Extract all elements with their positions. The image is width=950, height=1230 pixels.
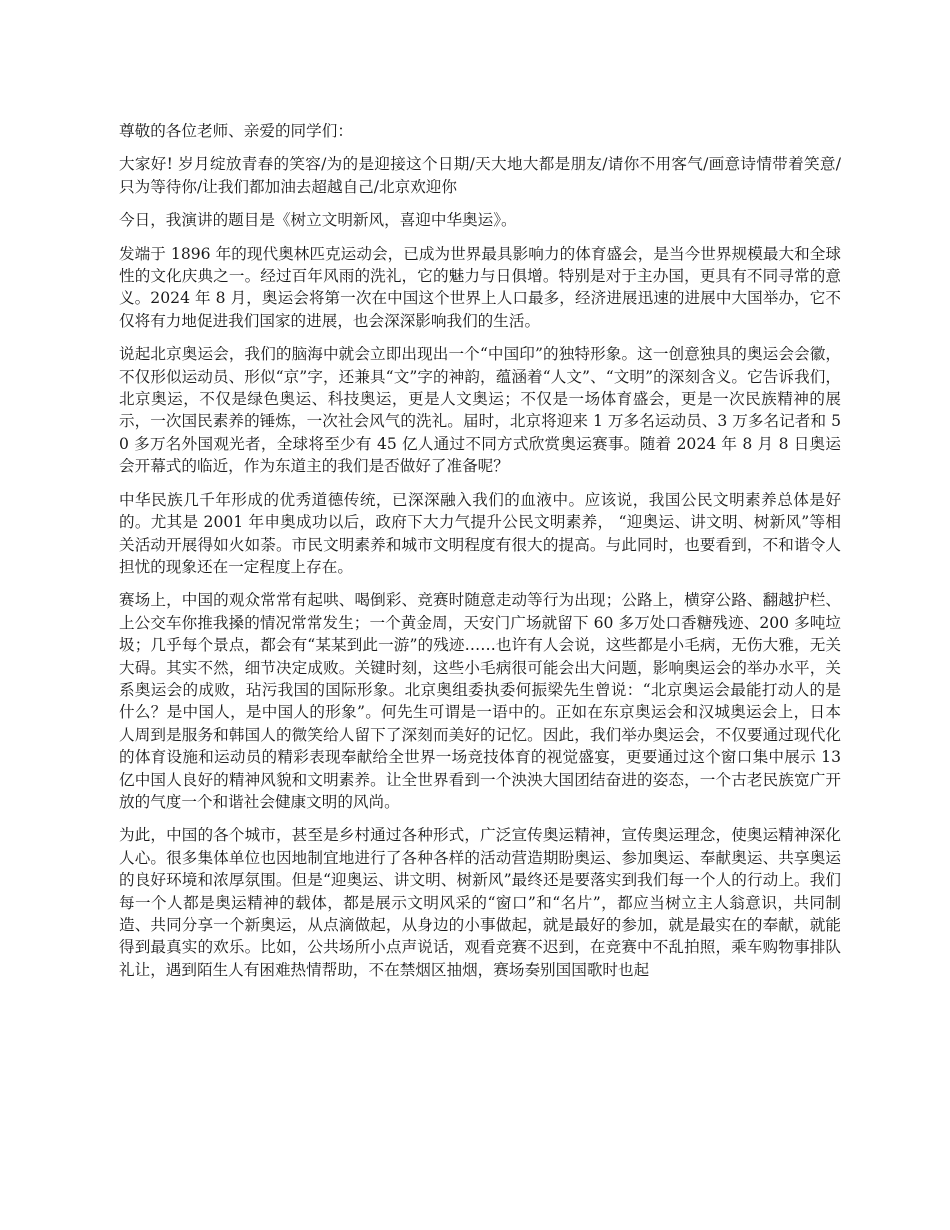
document-page	[119, 120, 841, 992]
uncivil-behavior-paragraph: 赛场上，中国的观众常常有起哄、喝倒彩、竞赛时随意走动等行为出现；公路上，横穿公路、翻越护栏、上公交车你推我搡的情况常常发生；一个黄金周，天安门广场就留下 60 多万处口香糖残迹、200 多吨垃圾；几乎每个景点，都会有“某某到此一游”的残迹……也许有人会说，这些都是小毛病，无伤大雅，无关大碍。其实不然，细节决定成败。关键时刻，这些小毛病很可能会出大问题，影响奥运会的举办水平，关系奥运会的成败，玷污我国的国际形象。北京奥组委执委何振梁先生曾说：“北京奥运会最能打动人的是什么？是中国人，是中国人的形象”。何先生可谓是一语中的。正如在东京奥运会和汉城奥运会上，日本人周到是服务和韩国人的微笑给人留下了深刻而美好的记忆。因此，我们举办奥运会，不仅要通过现代化的体育设施和运动员的精彩表现奉献给全世界一场竞技体育的视觉盛宴，更要通过这个窗口集中展示 13 亿中国人良好的精神风貌和文明素养。让全世界看到一个泱泱大国团结奋进的姿态，一个古老民族宽广开放的气度一个和谐社会健康文明的风尚。	[119, 591, 841, 811]
olympics-origin-paragraph: 发端于 1896 年的现代奥林匹克运动会，已成为世界最具影响力的体育盛会，是当今世界规模最大和全球性的文化庆典之一。经过百年风雨的洗礼，它的魅力与日俱增。特别是对于主办国，更具有不同寻常的意义。2024 年 8 月，奥运会将第一次在中国这个世界上人口最多，经济进展迅速的进展中大国举办，它不仅将有力地促进我们国家的进展，也会深深影响我们的生活。	[119, 244, 841, 330]
call-to-action-paragraph: 为此，中国的各个城市，甚至是乡村通过各种形式，广泛宣传奥运精神，宣传奥运理念，使奥运精神深化人心。很多集体单位也因地制宜地进行了各种各样的活动营造期盼奥运、参加奥运、奉献奥运、共享奥运的良好环境和浓厚氛围。但是“迎奥运、讲文明、树新风”最终还是要落实到我们每一个人的行动上。我们每一个人都是奥运精神的载体，都是展示文明风采的“窗口”和“名片”，都应当树立主人翁意识，共同制造、共同分享一个新奥运，从点滴做起，从身边的小事做起，就是最好的参加，就是最实在的奉献，就能得到最真实的欢乐。比如，公共场所小点声说话，观看竞赛不迟到，在竞赛中不乱拍照，乘车购物事排队礼让，遇到陌生人有困难热情帮助，不在禁烟区抽烟，赛场奏别国国歌时也起	[119, 826, 841, 979]
topic-paragraph: 今日，我演讲的题目是《树立文明新风，喜迎中华奥运》。	[119, 211, 517, 230]
beijing-emblem-paragraph: 说起北京奥运会，我们的脑海中就会立即出现出一个“中国印”的独特形象。这一创意独具的奥运会会徽，不仅形似运动员、形似“京”字，还兼具“文”字的神韵，蕴涵着“人文”、“文明”的深刻含义。它告诉我们，北京奥运，不仅是绿色奥运、科技奥运，更是人文奥运；不仅是一场体育盛会，更是一次民族精神的展示，一次国民素养的锤炼，一次社会风气的洗礼。届时，北京将迎来 1 万多名运动员、3 万多名记者和 50 多万名外国观光者，全球将至少有 45 亿人通过不同方式欣赏奥运赛事。随着 2024 年 8 月 8 日奥运会开幕式的临近，作为东道主的我们是否做好了准备呢？	[119, 345, 841, 476]
salutation-paragraph: 尊敬的各位老师、亲爱的同学们：	[119, 122, 353, 140]
lyrics-paragraph: 大家好! 岁月绽放青春的笑容/为的是迎接这个日期/天大地大都是朋友/请你不用客气/画意诗情带着笑意/只为等待你/让我们都加油去超越自己/北京欢迎你	[119, 155, 841, 196]
moral-tradition-paragraph: 中华民族几千年形成的优秀道德传统，已深深融入我们的血液中。应该说，我国公民文明素养总体是好的。尤其是 2001 年申奥成功以后，政府下大力气提升公民文明素养， “迎奥运、讲文明、树新风”等相关活动开展得如火如荼。市民文明素养和城市文明程度有很大的提高。与此同时，也要看到，不和谐令人担忧的现象还在一定程度上存在。	[119, 490, 841, 576]
